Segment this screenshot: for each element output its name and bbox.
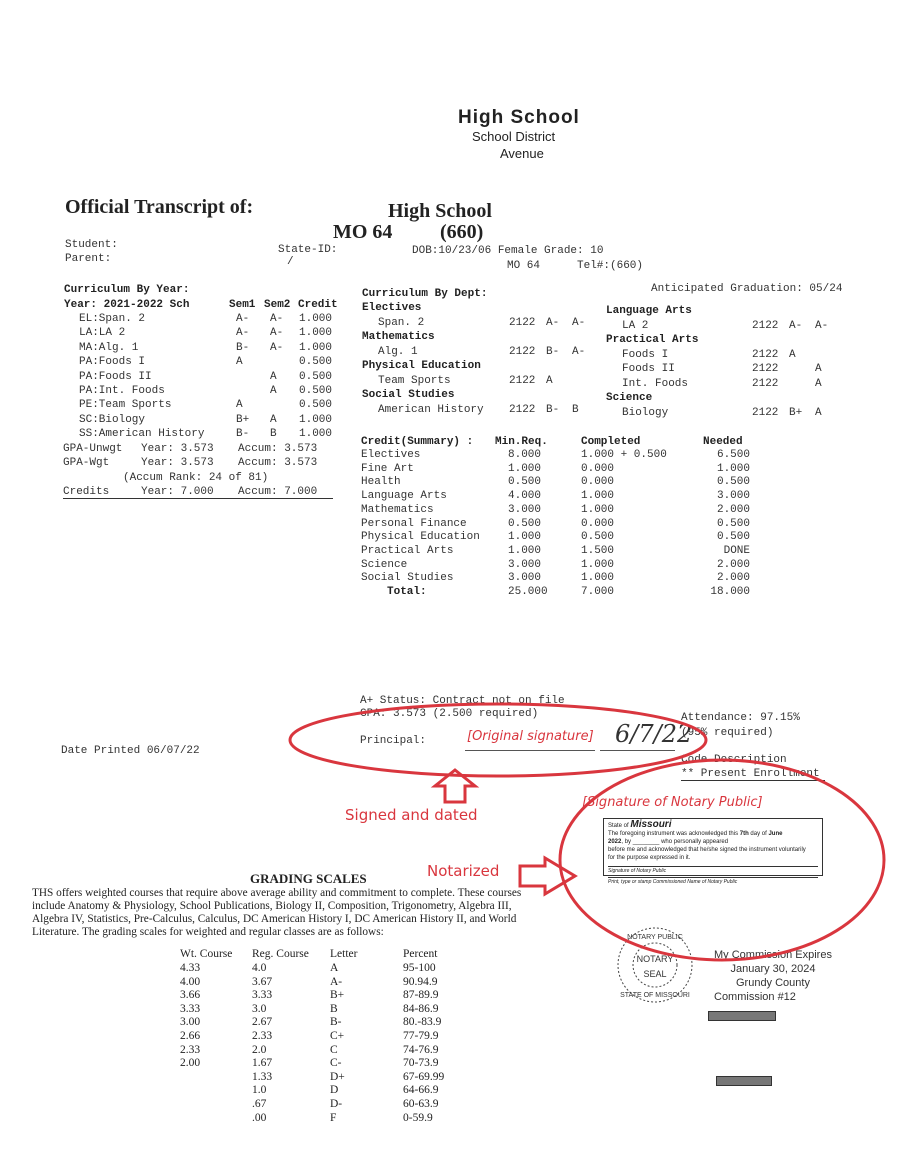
credit-value: 1.000	[581, 490, 615, 503]
credit: 1.000	[299, 413, 333, 426]
dept-heading: Physical Education	[362, 360, 481, 372]
column-header: Credit(Summary) :	[361, 436, 474, 448]
grade-scale-cell: D-	[330, 1098, 343, 1110]
gpa-label: GPA-Wgt	[63, 457, 110, 469]
course-name: Biology	[622, 406, 669, 419]
column-header: Sem2	[264, 299, 291, 311]
grade-scale-cell: C-	[330, 1057, 342, 1070]
grade-sem2: A	[815, 363, 822, 375]
course-name: LA 2	[622, 319, 649, 332]
section-heading: Curriculum By Year:	[64, 284, 190, 296]
telephone: Tel#:(660)	[577, 260, 644, 272]
grade-scale-cell: 60-63.9	[403, 1098, 439, 1110]
commission-expires: My Commission Expires	[714, 949, 832, 961]
student-label: Student:	[65, 239, 118, 251]
dept-heading: Language Arts	[606, 305, 692, 317]
notary-line: before me and acknowledged that he/she signed the instrument voluntarily	[608, 847, 806, 853]
grade-sem2: A-	[815, 319, 829, 332]
credits-accum: Accum: 7.000	[238, 486, 318, 498]
credit-value: 0.500	[581, 531, 615, 544]
column-header: Completed	[581, 436, 641, 448]
title-state: MO 64	[333, 221, 393, 243]
grade-scale-cell: 90.94.9	[403, 975, 438, 988]
header-school: High School	[458, 107, 580, 128]
total-label: Total:	[387, 586, 427, 598]
column-header: Sem1	[229, 299, 256, 311]
grade-sem1: B+	[236, 413, 250, 426]
credit-value: 4.000	[508, 490, 542, 503]
dept-heading: Science	[606, 392, 653, 404]
subject-name: Science	[361, 558, 408, 571]
credit-value: 1.500	[581, 544, 615, 557]
grade-scale-cell: 87-89.9	[403, 989, 439, 1002]
credit-value: 8.000	[508, 449, 542, 461]
credit-value: 3.000	[508, 503, 542, 516]
subject-name: Fine Art	[361, 462, 414, 475]
grade-sem2: B	[572, 403, 579, 416]
notary-line: The foregoing instrument was acknowledged this	[608, 831, 739, 837]
grade-scale-cell: D	[330, 1084, 339, 1097]
a-plus-status: A+ Status: Contract not on file	[360, 695, 565, 707]
column-header: Percent	[403, 948, 438, 960]
credit-value: 1.000	[581, 503, 615, 516]
grade-sem1: A-	[789, 319, 803, 332]
gpa-accum: Accum: 3.573	[238, 457, 318, 469]
grade-sem1: B+	[789, 406, 803, 419]
grade-sem2: A	[815, 377, 822, 390]
credit-value: 3.000	[508, 558, 542, 571]
subject-name: Electives	[361, 449, 421, 461]
grade-scale-cell: 0-59.9	[403, 1111, 433, 1124]
state-id-label: State-ID:	[278, 244, 338, 256]
credit-value: 0.000	[581, 476, 615, 489]
grade-scale-cell: F	[330, 1111, 337, 1124]
commission-date: January 30, 2024	[730, 963, 816, 975]
grade-scale-cell: 3.00	[180, 1016, 201, 1029]
notary-year: 2022	[608, 839, 622, 845]
header-street: Avenue	[500, 146, 544, 161]
course-name: SC:Biology	[79, 413, 146, 426]
subject-name: Practical Arts	[361, 544, 454, 557]
grade-sem1: A	[789, 348, 796, 361]
grade-scale-cell: B+	[330, 989, 345, 1002]
grade-scale-cell: 3.33	[252, 989, 273, 1002]
grade-scale-cell: 77-79.9	[403, 1030, 439, 1042]
state-label: State of	[608, 823, 629, 829]
credit-value: 2.000	[716, 558, 750, 571]
notary-line: who personally appeared	[661, 839, 729, 845]
subject-name: Mathematics	[361, 503, 434, 516]
dept-heading: Practical Arts	[606, 334, 699, 346]
grade-scale-cell: 4.0	[252, 962, 267, 974]
grade-scale-cell: D+	[330, 1070, 345, 1083]
credit-value: 1.000	[581, 558, 615, 571]
grade-sem2: A-	[572, 345, 586, 358]
credit-value: 3.000	[716, 490, 750, 503]
course-name: Int. Foods	[622, 377, 689, 390]
grade-scale-cell: 64-66.9	[403, 1084, 439, 1097]
signed-dated-note: Signed and dated	[345, 806, 478, 824]
code-description: Code Description	[681, 754, 787, 766]
credit-value: 1.000	[508, 544, 542, 557]
grade-sem1: B-	[546, 345, 560, 358]
anticipated-graduation: Anticipated Graduation: 05/24	[651, 283, 843, 295]
grade-scale-cell: B-	[330, 1016, 342, 1029]
course-name: MA:Alg. 1	[79, 341, 139, 354]
notary-signature-note: [Signature of Notary Public]	[582, 795, 763, 810]
subject-name: Physical Education	[361, 531, 480, 544]
course-name: SS:American History	[79, 428, 205, 441]
credit-value: 0.500	[716, 517, 750, 530]
city: MO 64	[507, 260, 541, 272]
credit: 1.000	[299, 313, 333, 325]
grade-sem2: A-	[270, 327, 284, 340]
grade-scale-cell: A-	[330, 975, 343, 988]
page-title: Official Transcript of:	[65, 196, 254, 218]
date-printed: Date Printed 06/07/22	[61, 745, 200, 757]
dept-heading: Social Studies	[362, 389, 455, 401]
credit: 0.500	[299, 370, 333, 383]
credit-value: 0.500	[716, 476, 750, 489]
credits-label: Credits	[63, 486, 333, 499]
grade-scale-cell: 3.0	[252, 1002, 267, 1015]
grade-sem2: A-	[270, 341, 284, 354]
grade-scale-cell: 80.-83.9	[403, 1016, 442, 1029]
grade-scale-cell: 2.33	[252, 1030, 273, 1042]
grade-scale-cell: C	[330, 1043, 338, 1056]
present-enrollment: ** Present Enrollment	[681, 768, 825, 781]
course-name: PA:Foods I	[79, 356, 146, 369]
commission-county: Grundy County	[735, 977, 810, 989]
term: 2122	[752, 363, 779, 375]
grade-sem2: A-	[572, 316, 586, 329]
column-header: Wt. Course	[180, 948, 233, 960]
course-name: PA:Int. Foods	[79, 385, 165, 397]
credit: 1.000	[299, 428, 333, 441]
grade-sem2: B	[270, 428, 277, 441]
grade-scale-cell: 1.33	[252, 1070, 273, 1083]
principal-label: Principal:	[360, 735, 427, 747]
grade-scale-cell: 4.33	[180, 962, 201, 974]
credit: 0.500	[299, 356, 333, 369]
grade-sem1: A	[546, 374, 553, 387]
subject-name: Health	[361, 476, 401, 489]
grade-scale-cell: B	[330, 1002, 338, 1015]
notary-name-label: Print, type or stamp Commissioned Name of Notary Public	[608, 877, 818, 886]
notary-line: for the purpose expressed in it.	[608, 855, 691, 861]
credit-value: 1.000 + 0.500	[581, 449, 667, 461]
gpa-status: GPA: 3.573 (2.500 required)	[360, 708, 539, 720]
grade-scale-cell: 2.67	[252, 1016, 273, 1029]
credit-value: 6.500	[716, 449, 750, 461]
credit-value: 3.000	[508, 572, 542, 585]
grade-scale-cell: 4.00	[180, 975, 201, 988]
section-heading: Curriculum By Dept:	[362, 288, 488, 300]
credit: 0.500	[299, 385, 333, 397]
column-header: Letter	[330, 948, 358, 960]
credit: 1.000	[299, 327, 333, 340]
term: 2122	[752, 377, 779, 390]
term: 2122	[752, 406, 779, 419]
commission-number: Commission #12	[714, 991, 796, 1003]
title-area-code: (660)	[440, 221, 484, 243]
dept-heading: Mathematics	[362, 331, 435, 343]
notary-day: 7th	[739, 831, 749, 837]
grade-sem1: B-	[236, 341, 250, 354]
grade-scale-cell: 70-73.9	[403, 1057, 439, 1070]
total-completed: 7.000	[581, 586, 615, 598]
term: 2122	[752, 319, 779, 332]
term: 2122	[752, 348, 779, 361]
course-name: Span. 2	[378, 316, 425, 329]
grade-scale-cell: 3.33	[180, 1002, 201, 1015]
course-name: Foods II	[622, 363, 675, 375]
credits-year: Year: 7.000	[141, 486, 214, 498]
course-name: PE:Team Sports	[79, 399, 172, 412]
grade-sem1: A-	[236, 327, 250, 340]
notary-highlight-ellipse	[560, 760, 884, 960]
credit: 1.000	[299, 341, 333, 354]
svg-text:NOTARY: NOTARY	[636, 954, 674, 964]
term: 2122	[509, 374, 536, 387]
term: 2122	[509, 345, 536, 358]
column-header: Credit	[298, 299, 338, 311]
column-header: Min.Req.	[495, 436, 548, 448]
notary-line: day of	[750, 831, 767, 837]
credit-value: 1.000	[508, 531, 542, 544]
grade-sem2: A	[270, 413, 277, 426]
parent-label: Parent:	[65, 253, 112, 265]
credit-value: 1.000	[581, 572, 615, 585]
dob-line: DOB:10/23/06 Female Grade: 10	[412, 245, 604, 257]
grade-sem1: B-	[236, 428, 250, 441]
credit-value: 2.000	[716, 503, 750, 516]
header-district: School District	[472, 129, 556, 144]
grade-sem1: A-	[236, 313, 250, 325]
original-signature-note: [Original signature]	[467, 729, 594, 744]
grade-sem2: A	[270, 370, 277, 383]
grade-sem2: A	[270, 385, 277, 397]
credit-value: 0.500	[716, 531, 750, 544]
gpa-year: Year: 3.573	[141, 457, 214, 469]
class-rank: (Accum Rank: 24 of 81)	[123, 472, 269, 484]
grade-scale-cell: 1.0	[252, 1084, 267, 1097]
course-name: PA:Foods II	[79, 370, 152, 383]
attendance: Attendance: 97.15%	[681, 712, 800, 724]
gpa-accum: Accum: 3.573	[238, 443, 318, 455]
course-name: LA:LA 2	[79, 327, 126, 340]
grade-scale-cell: .67	[252, 1098, 267, 1110]
credit-value: 2.000	[716, 572, 750, 585]
credit-value: 0.500	[508, 476, 542, 489]
grade-sem1: A	[236, 356, 243, 369]
grade-sem1: B-	[546, 403, 560, 416]
grade-scale-cell: 1.67	[252, 1057, 273, 1070]
column-header: Reg. Course	[252, 948, 309, 960]
grading-paragraph: THS offers weighted courses that require above average ability and commitment to complete. These courses include Anatomy & Physiology, School Publications, Biology II, Composition, Trigonometry, Algebra III, Algebra IV, Statistics, Pre-Calculus, Calculus, DC American History I, DC American History II, and World Literature. The grading scales for weighted and regular classes are as follows:	[32, 887, 522, 938]
credit-value: 1.000	[716, 462, 750, 475]
svg-text:SEAL: SEAL	[643, 969, 667, 979]
grade-scale-cell: 95-100	[403, 962, 436, 974]
notary-state: Missouri	[630, 819, 672, 830]
grade-scale-cell: 3.66	[180, 989, 201, 1002]
grade-scale-cell: C+	[330, 1030, 345, 1042]
credit-value: 0.000	[581, 517, 615, 530]
notary-signature-label: Signature of Notary Public	[608, 866, 818, 875]
signed-date: 6/7/22	[615, 720, 693, 748]
dept-heading: Electives	[362, 302, 422, 314]
grade-sem2: A-	[270, 313, 284, 325]
title-school: High School	[388, 200, 492, 222]
credit-value: 0.000	[581, 462, 615, 475]
grading-title: GRADING SCALES	[250, 871, 367, 886]
gpa-year: Year: 3.573	[141, 443, 214, 455]
grade-scale-cell: 3.67	[252, 975, 273, 988]
notary-line: , by	[621, 839, 632, 845]
grade-scale-cell: 2.0	[252, 1043, 267, 1056]
gpa-label: GPA-Unwgt	[63, 443, 123, 455]
svg-text:STATE OF MISSOURI: STATE OF MISSOURI	[620, 992, 690, 999]
grade-scale-cell: A	[330, 962, 339, 974]
subject-name: Personal Finance	[361, 517, 467, 530]
grade-scale-cell: 84-86.9	[403, 1002, 439, 1015]
notarized-note: Notarized	[427, 862, 500, 880]
course-name: Alg. 1	[378, 345, 418, 358]
notary-month: June	[768, 831, 783, 837]
total-min: 25.000	[508, 586, 548, 598]
attendance-required: (95% required)	[681, 727, 774, 739]
year-heading: Year: 2021-2022 Sch	[64, 299, 190, 311]
course-name: Team Sports	[378, 374, 451, 387]
subject-name: Social Studies	[361, 572, 454, 585]
term: 2122	[509, 316, 536, 329]
credit-value: 0.500	[508, 517, 542, 530]
column-header: Needed	[703, 436, 743, 448]
grade-scale-cell: 67-69.99	[403, 1070, 445, 1083]
credit: 0.500	[299, 399, 333, 412]
course-name: EL:Span. 2	[79, 313, 146, 325]
course-name: Foods I	[622, 348, 669, 361]
grade-scale-cell: .00	[252, 1111, 267, 1124]
grade-sem1: A	[236, 399, 243, 412]
credit-value: DONE	[723, 544, 750, 557]
total-needed: 18.000	[710, 586, 750, 598]
notary-acknowledgement: State of Missouri The foregoing instrument was acknowledged this 7th day of June 2022, by ________ who personally appeared before me and acknowledged that he/she signed the instrument voluntarily for the purpose expressed in it. Signature of Notary Public Print, type or stamp Commissioned Name of Notary Public	[603, 818, 823, 876]
svg-text:NOTARY PUBLIC: NOTARY PUBLIC	[627, 934, 683, 941]
grade-sem1: A-	[546, 316, 560, 329]
grade-scale-cell: 2.00	[180, 1057, 201, 1070]
grade-scale-cell: 2.33	[180, 1043, 201, 1056]
grade-sem2: A	[815, 406, 822, 419]
grade-scale-cell: 2.66	[180, 1030, 201, 1042]
term: 2122	[509, 403, 536, 416]
grade-scale-cell: 74-76.9	[403, 1043, 439, 1056]
slash: /	[287, 256, 294, 268]
course-name: American History	[378, 403, 484, 416]
subject-name: Language Arts	[361, 490, 447, 503]
credit-value: 1.000	[508, 462, 542, 475]
